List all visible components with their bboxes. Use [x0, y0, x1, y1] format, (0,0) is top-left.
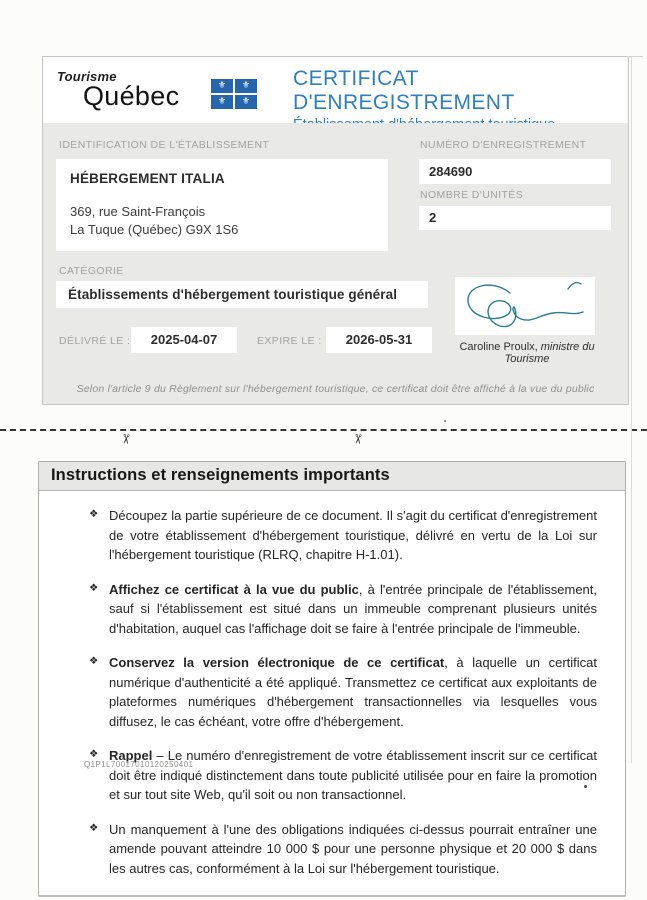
certificate-body: [43, 123, 628, 404]
certificate-header: [43, 57, 628, 123]
scissors-icon: ✂: [350, 432, 366, 446]
logo-tourisme-text: Tourisme: [57, 69, 117, 84]
instruction-body-text: , à l'entrée principale de l'établissement, sauf si l'établissement est situé dans un immeuble comprenant plusieurs unités d'habitation, auquel cas l'affichage doit se faire à l'entrée principale de l'immeuble.: [109, 581, 597, 636]
diamond-bullet-icon: ❖: [89, 508, 99, 520]
diamond-bullet-icon: ❖: [89, 748, 99, 760]
address-line-2: La Tuque (Québec) G9X 1S6: [70, 221, 239, 237]
scan-artifact-line: [631, 57, 632, 763]
document-code: Q1P1L70017010120250401: [84, 760, 194, 769]
instruction-bold-lead: Rappel: [109, 748, 153, 763]
scissors-icon: ✂: [118, 432, 134, 446]
certificate-title: CERTIFICAT D'ENREGISTREMENT: [293, 67, 515, 114]
list-item: [63, 506, 603, 565]
category-value: Établissements d'hébergement touristique général: [56, 281, 428, 308]
display-requirement-footnote: Selon l'article 9 du Règlement sur l'hébergement touristique, ce certificat doit être affiché à la vue du public: [76, 383, 595, 395]
signature-box: [455, 277, 595, 335]
expires-date-value: 2026-05-31: [326, 327, 432, 353]
fleur-de-lis-icon: ⚜: [235, 95, 257, 109]
instructions-header: [39, 462, 625, 491]
logo-quebec-wordmark: Québec: [83, 81, 180, 111]
instruction-text: [109, 653, 603, 731]
identification-label: IDENTIFICATION DE L'ÉTABLISSEMENT: [59, 139, 270, 151]
instructions-title: Instructions et renseignements importants: [51, 466, 390, 484]
establishment-name: HÉBERGEMENT ITALIA: [70, 171, 225, 186]
instruction-body-text: Découpez la partie supérieure de ce document. Il s'agit du certificat d'enregistrement de votre établissement d'hébergement touristique, délivré en vertu de la Loi sur l'hébergement touristique (RLRQ, chapitre H-1.01).: [109, 508, 597, 562]
address-line-1: 369, rue Saint-François: [70, 204, 206, 219]
scan-artifact-line: [627, 56, 643, 57]
certificate-card: [42, 56, 629, 405]
fleur-de-lis-icon: ⚜: [211, 79, 233, 93]
registration-number-value: 284690: [419, 159, 611, 184]
instruction-text: [109, 746, 603, 805]
diamond-bullet-icon: ❖: [89, 821, 99, 834]
registration-number-label: NUMÉRO D'ENREGISTREMENT: [420, 139, 587, 151]
instruction-bold-lead: Conservez la version électronique de ce certificat: [109, 655, 445, 670]
units-label: NOMBRE D'UNITÉS: [420, 189, 524, 201]
fleur-de-lis-icon: ⚜: [211, 95, 233, 109]
instruction-text: [109, 580, 603, 639]
establishment-address: [70, 203, 374, 238]
expires-label: EXPIRE LE :: [257, 335, 322, 347]
units-value: 2: [419, 206, 611, 230]
list-item: [63, 653, 603, 731]
instruction-bold-lead: Affichez ce certificat à la vue du public: [109, 581, 359, 597]
list-item: [63, 820, 603, 879]
quebec-flag-icon: [211, 79, 257, 110]
category-label: CATÉGORIE: [59, 265, 124, 277]
diamond-bullet-icon: ❖: [89, 655, 99, 667]
signature-caption: [439, 341, 615, 365]
minister-name: Caroline Proulx,: [459, 341, 538, 353]
instruction-body-text: Un manquement à l'une des obligations indiquées ci-dessus pourrait entraîner une amende pouvant atteindre 10 000 $ pour une personne physique et 20 000 $ dans les autres cas, conformément à la Loi sur l'hébergement touristique.: [109, 821, 597, 876]
scan-speck: [584, 785, 587, 788]
list-item: [63, 580, 603, 639]
diamond-bullet-icon: ❖: [89, 581, 99, 594]
issued-label: DÉLIVRÉ LE :: [59, 335, 131, 347]
instruction-body-text: – Le numéro d'enregistrement de votre établissement inscrit sur ce certificat doit être indiqué distinctement dans toute publicité utilisée pour en faire la promotion et sur tout site Web, qu'il soit ou non transactionnel.: [109, 748, 597, 802]
scan-speck: [444, 420, 446, 422]
instruction-body-text: , à laquelle un certificat numérique d'authenticité a été appliqué. Transmettez ce certificat aux exploitants de plateformes numériques d'hébergement transactionnelles via lesquelles vous diffusez, le cas échéant, votre offre d'hébergement.: [109, 655, 597, 729]
issued-date-value: 2025-04-07: [131, 327, 237, 353]
instructions-panel: [38, 461, 626, 897]
establishment-box: [56, 159, 388, 251]
instructions-list: [39, 491, 625, 895]
signature-stroke: [455, 277, 595, 335]
instruction-text: [109, 506, 603, 565]
list-item: [63, 746, 603, 805]
minister-title: ministre du Tourisme: [504, 341, 595, 365]
dashed-cut-line: [0, 429, 647, 431]
instruction-text: [109, 820, 603, 879]
fleur-de-lis-icon: ⚜: [235, 79, 257, 93]
